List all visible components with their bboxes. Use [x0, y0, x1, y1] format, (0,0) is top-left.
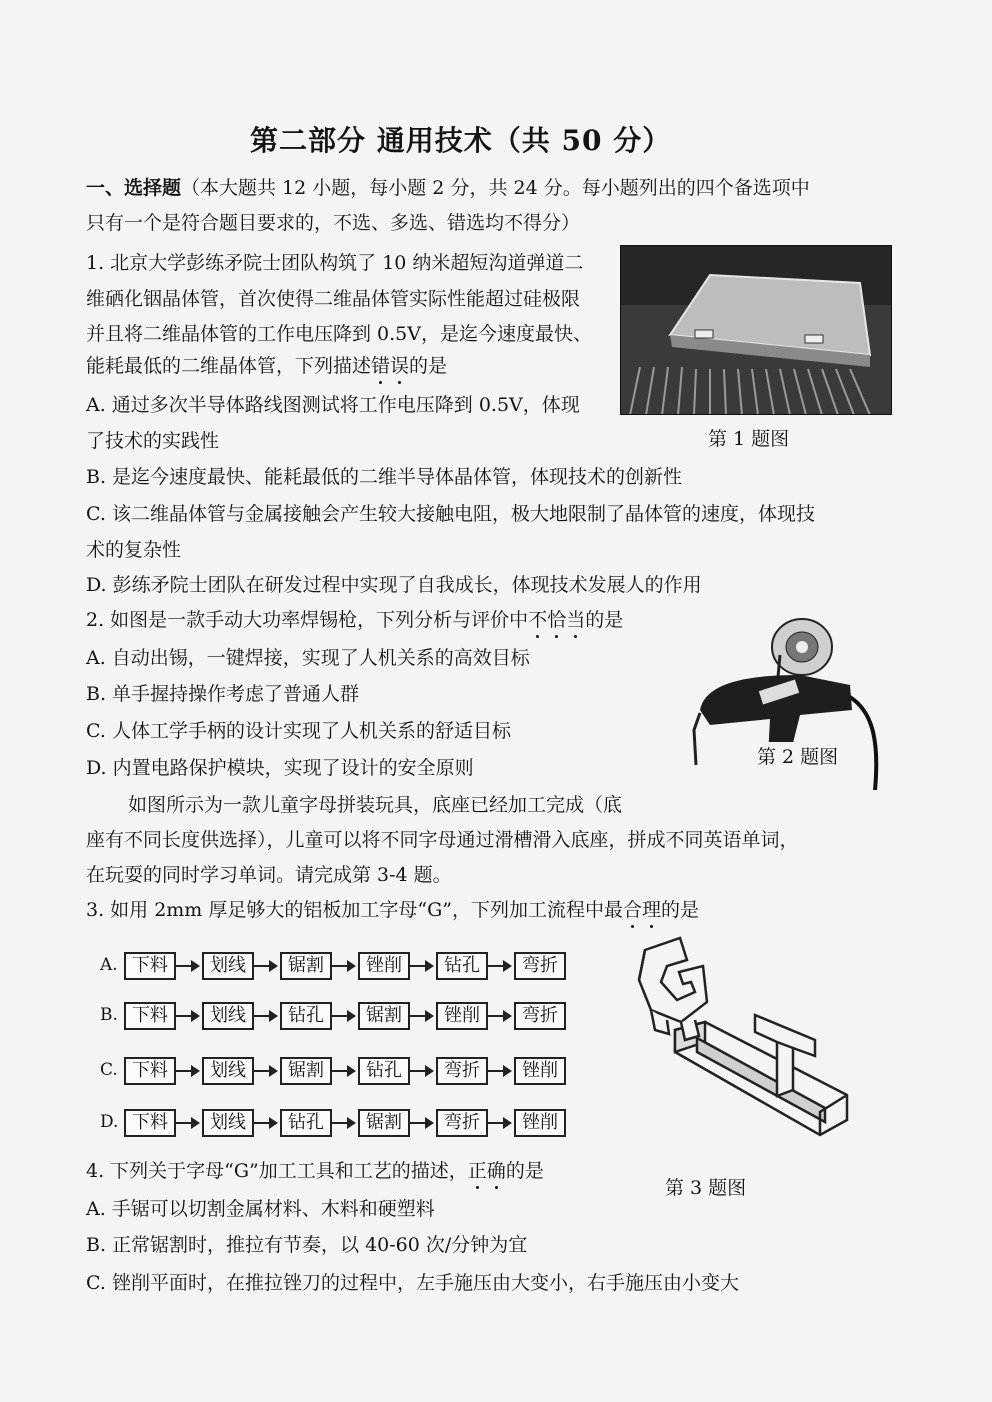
- flow-option-label: C.: [100, 1060, 118, 1080]
- flow-arrow: [488, 1070, 510, 1072]
- section-intro-line-1: [86, 177, 810, 199]
- flow-arrow: [488, 965, 510, 967]
- q1-stem-text: 能耗最低的二维晶体管，下列描述: [86, 355, 372, 377]
- flow-arrow: [488, 1122, 510, 1124]
- section-desc-1: （本大题共 12 小题，每小题 2 分，共 24 分。每小题列出的四个备选项中: [181, 177, 810, 199]
- flow-step-box: 划线: [202, 1002, 254, 1030]
- q1-option-d: D. 彭练矛院士团队在研发过程中实现了自我成长，体现技术发展人的作用: [86, 574, 702, 596]
- q2-option-b: B. 单手握持操作考虑了普通人群: [86, 683, 360, 705]
- flow-arrow: [410, 1070, 432, 1072]
- flow-option-label: A.: [100, 955, 118, 975]
- page-title: 第二部分 通用技术（共 50 分）: [250, 124, 672, 157]
- flow-step-box: 划线: [202, 952, 254, 980]
- section-heading: 一、选择题: [86, 177, 182, 199]
- q2-option-d: D. 内置电路保护模块，实现了设计的安全原则: [86, 757, 474, 779]
- q1-line-3: 并且将二维晶体管的工作电压降到 0.5V，是迄今速度最快、: [86, 323, 592, 345]
- flow-step-box: 锉削: [514, 1057, 566, 1085]
- intro-line-1: 如图所示为一款儿童字母拼装玩具，底座已经加工完成（底: [128, 794, 623, 816]
- flow-arrow: [176, 1122, 198, 1124]
- q1-option-b: B. 是迄今速度最快、能耗最低的二维半导体晶体管，体现技术的创新性: [86, 466, 683, 488]
- q4-option-a: A. 手锯可以切割金属材料、木料和硬塑料: [86, 1198, 435, 1220]
- flow-step-box: 锉削: [436, 1002, 488, 1030]
- q4-stem: [86, 1160, 544, 1182]
- q3-emphasis-1: 合: [622, 899, 642, 921]
- q3-figure-caption: 第 3 题图: [665, 1177, 747, 1199]
- q2-figure-caption: 第 2 题图: [755, 742, 840, 769]
- q2-option-a: A. 自动出锡，一键焊接，实现了人机关系的高效目标: [86, 647, 530, 669]
- q4-option-c: C. 锉削平面时，在推拉锉刀的过程中，左手施压由大变小，右手施压由小变大: [86, 1272, 739, 1294]
- flow-arrow: [332, 1122, 354, 1124]
- flow-arrow: [410, 965, 432, 967]
- flow-arrow: [176, 1070, 198, 1072]
- flow-step-box: 弯折: [436, 1109, 488, 1137]
- flow-option-label: B.: [100, 1005, 118, 1025]
- q3-emphasis-2: 理: [642, 899, 662, 921]
- q3-stem-text: 3. 如用 2mm 厚足够大的铝板加工字母“G”，下列加工流程中最: [86, 899, 623, 921]
- q1-emphasis-1: 错: [371, 355, 391, 377]
- q2-stem-text: 2. 如图是一款手动大功率焊锡枪，下列分析与评价中: [86, 609, 529, 631]
- q4-option-b: B. 正常锯割时，推拉有节奏，以 40-60 次/分钟为宜: [86, 1234, 528, 1256]
- flow-step-box: 下料: [124, 1109, 176, 1137]
- q2-option-c: C. 人体工学手柄的设计实现了人机关系的舒适目标: [86, 720, 511, 742]
- flow-arrow: [410, 1122, 432, 1124]
- q3-stem-end: 的是: [661, 899, 700, 921]
- q2-stem: [86, 609, 623, 631]
- flow-arrow: [488, 1015, 510, 1017]
- flow-arrow: [332, 1070, 354, 1072]
- flow-arrow: [410, 1015, 432, 1017]
- q4-stem-end: 的是: [505, 1160, 544, 1182]
- q2-emphasis-3: 当: [566, 609, 586, 631]
- flow-arrow: [176, 1015, 198, 1017]
- intro-line-3: 在玩耍的同时学习单词。请完成第 3-4 题。: [86, 864, 452, 886]
- section-desc-2: 只有一个是符合题目要求的，不选、多选、错选均不得分）: [86, 212, 581, 234]
- q1-stem-end: 的是: [409, 355, 448, 377]
- q1-line-1: 1. 北京大学彭练矛院士团队构筑了 10 纳米超短沟道弹道二: [86, 252, 584, 274]
- q4-emphasis-2: 确: [486, 1160, 506, 1182]
- flow-step-box: 钻孔: [280, 1002, 332, 1030]
- flow-step-box: 钻孔: [280, 1109, 332, 1137]
- flow-step-box: 钻孔: [358, 1057, 410, 1085]
- flow-step-box: 划线: [202, 1057, 254, 1085]
- flow-step-box: 划线: [202, 1109, 254, 1137]
- flow-option-label: D.: [100, 1112, 119, 1132]
- q3-figure-letter-toy: [625, 930, 855, 1145]
- q1-option-a-line-2: 了技术的实践性: [86, 430, 220, 452]
- flow-step-box: 锯割: [280, 1057, 332, 1085]
- q1-emphasis-2: 误: [390, 355, 410, 377]
- q1-figure-caption: 第 1 题图: [708, 428, 790, 450]
- q2-emphasis-1: 不: [528, 609, 548, 631]
- flow-arrow: [176, 965, 198, 967]
- flow-step-box: 锉削: [514, 1109, 566, 1137]
- flow-step-box: 锯割: [358, 1002, 410, 1030]
- q1-line-4: [86, 355, 447, 377]
- q4-stem-text: 4. 下列关于字母“G”加工工具和工艺的描述，: [86, 1160, 468, 1182]
- flow-step-box: 弯折: [514, 952, 566, 980]
- flow-arrow: [254, 965, 276, 967]
- flow-arrow: [332, 965, 354, 967]
- q1-figure-chip-photo: [620, 245, 892, 415]
- q1-line-2: 维硒化铟晶体管，首次使得二维晶体管实际性能超过硅极限: [86, 288, 581, 310]
- q3-stem: [86, 899, 699, 921]
- q4-emphasis-1: 正: [467, 1160, 487, 1182]
- q1-option-c-line-1: C. 该二维晶体管与金属接触会产生较大接触电阻，极大地限制了晶体管的速度，体现技: [86, 503, 815, 525]
- flow-step-box: 弯折: [514, 1002, 566, 1030]
- flow-arrow: [332, 1015, 354, 1017]
- flow-step-box: 锯割: [358, 1109, 410, 1137]
- flow-step-box: 弯折: [436, 1057, 488, 1085]
- flow-step-box: 下料: [124, 952, 176, 980]
- flow-arrow: [254, 1015, 276, 1017]
- flow-step-box: 锯割: [280, 952, 332, 980]
- q1-option-c-line-2: 术的复杂性: [86, 539, 182, 561]
- flow-arrow: [254, 1122, 276, 1124]
- flow-step-box: 下料: [124, 1057, 176, 1085]
- flow-step-box: 钻孔: [436, 952, 488, 980]
- q2-stem-end: 的是: [585, 609, 624, 631]
- flow-arrow: [254, 1070, 276, 1072]
- q1-option-a-line-1: A. 通过多次半导体路线图测试将工作电压降到 0.5V，体现: [86, 394, 580, 416]
- q2-emphasis-2: 恰: [547, 609, 567, 631]
- flow-step-box: 锉削: [358, 952, 410, 980]
- intro-line-2: 座有不同长度供选择），儿童可以将不同字母通过滑槽滑入底座，拼成不同英语单词，: [86, 829, 799, 851]
- flow-step-box: 下料: [124, 1002, 176, 1030]
